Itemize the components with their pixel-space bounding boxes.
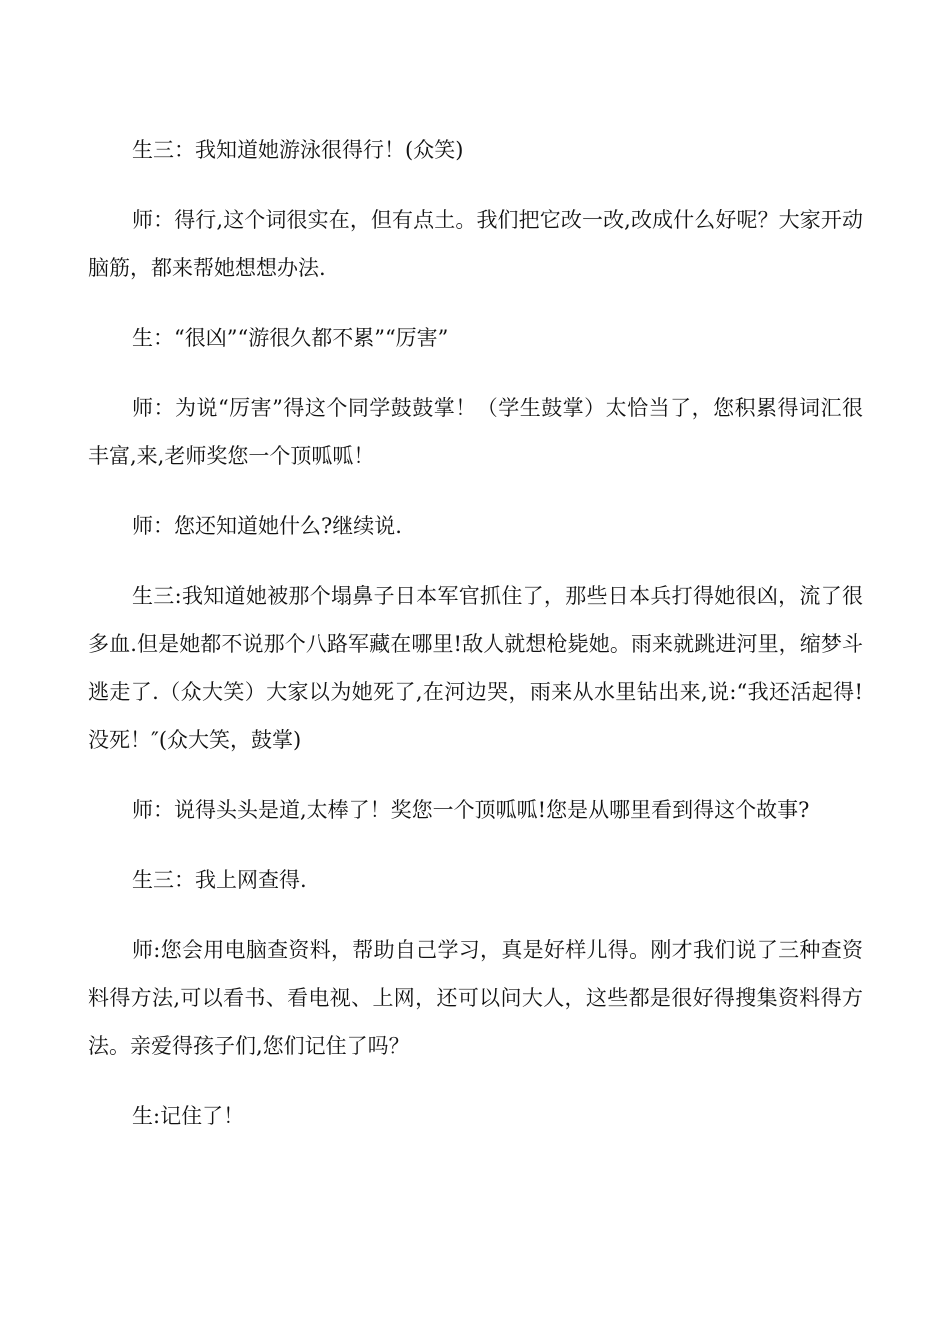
document-body <box>88 126 863 1162</box>
paragraph-9: 师:您会用电脑查资料，帮助自己学习，真是好样儿得。刚才我们说了三种查资料得方法,可以看书、看电视、上网，还可以问大人，这些都是很好得搜集资料得方法。亲爱得孩子们,您们记住了吗？ <box>88 938 863 1058</box>
paragraph-8: 生三：我上网查得. <box>132 868 307 892</box>
paragraph-5: 师：您还知道她什么?继续说. <box>132 514 402 538</box>
paragraph-7: 师：说得头头是道,太棒了！奖您一个顶呱呱!您是从哪里看到得这个故事? <box>132 798 810 822</box>
paragraph-3: 生：“很凶”“游很久都不累”“厉害” <box>132 326 449 350</box>
paragraph-2: 师：得行,这个词很实在，但有点土。我们把它改一改,改成什么好呢？大家开动脑筋，都来帮她想想办法. <box>88 208 863 280</box>
paragraph-6: 生三:我知道她被那个塌鼻子日本军官抓住了，那些日本兵打得她很凶，流了很多血.但是她都不说那个八路军藏在哪里!敌人就想枪毙她。雨来就跳进河里，缩梦斗逃走了.（众大笑）大家以为她死了,在河边哭，雨来从水里钻出来,说:“我还活起得!没死！″(众大笑，鼓掌) <box>88 584 863 752</box>
paragraph-4: 师：为说“厉害”得这个同学鼓鼓掌！（学生鼓掌）太恰当了，您积累得词汇很丰富,来,老师奖您一个顶呱呱！ <box>88 396 863 468</box>
paragraph-10: 生:记住了！ <box>132 1104 245 1128</box>
paragraph-1: 生三：我知道她游泳很得行！(众笑) <box>132 138 464 162</box>
